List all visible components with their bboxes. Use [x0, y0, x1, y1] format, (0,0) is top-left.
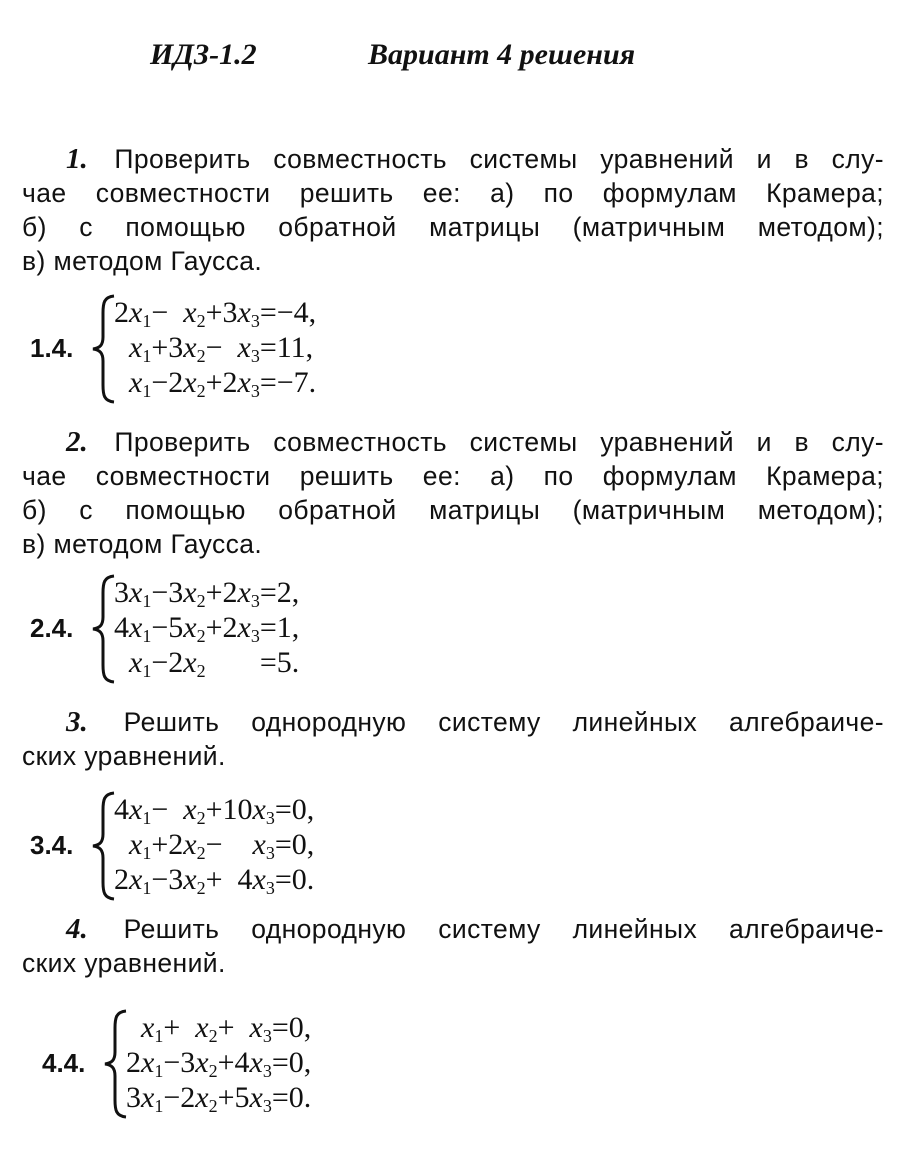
- term-x2: $3x_2$: [168, 576, 206, 611]
- equation-table: [114, 792, 314, 897]
- term-x3: $10x_3$: [222, 793, 275, 828]
- equation-row: [126, 1080, 311, 1115]
- equals-sign: =: [259, 646, 277, 679]
- operator: [206, 645, 223, 680]
- operator: +: [217, 1011, 235, 1044]
- operator: +: [151, 828, 169, 861]
- equals-sign: =: [259, 331, 277, 364]
- term-x2: $x_2$: [183, 793, 206, 828]
- equation-table: [114, 295, 316, 400]
- equation-row: [114, 295, 316, 330]
- operator: −: [163, 1081, 181, 1114]
- system-label: 3.4.: [30, 830, 74, 860]
- equals-sign: =: [259, 366, 277, 399]
- term-x1: $x_1$: [141, 1011, 164, 1046]
- operator: −: [151, 576, 169, 609]
- term-x1: $x_1$: [129, 366, 152, 401]
- equals-sign: =: [259, 576, 277, 609]
- term-x1: $x_1$: [129, 331, 152, 366]
- equation-row: [114, 862, 314, 897]
- equals-sign: =: [259, 611, 277, 644]
- equation-row: [126, 1010, 311, 1045]
- term-x1: $3x_1$: [126, 1081, 164, 1116]
- page-header: [150, 38, 635, 72]
- equation-row: [114, 365, 316, 400]
- right-hand-side: 5.: [276, 646, 300, 679]
- right-hand-side: 0,: [288, 1011, 312, 1044]
- operator: −: [151, 611, 169, 644]
- task-number: 3.: [66, 706, 88, 738]
- operator: +: [217, 1046, 235, 1079]
- right-hand-side: 0.: [291, 863, 315, 896]
- term-x3: $4x_3$: [234, 1046, 272, 1081]
- task-4: [22, 912, 884, 980]
- term-x3: $2x_3$: [222, 576, 260, 611]
- equals-sign: =: [274, 863, 292, 896]
- term-x1: $2x_1$: [114, 296, 152, 331]
- right-hand-side: 0.: [288, 1081, 312, 1114]
- equation-row: [114, 645, 299, 680]
- term-x3: $x_3$: [237, 331, 260, 366]
- term-x2: $2x_2$: [168, 828, 206, 863]
- term-x1: $4x_1$: [114, 793, 152, 828]
- term-x3: $2x_3$: [222, 611, 260, 646]
- task-3: [22, 705, 884, 773]
- task-line: чае совместности решить ее: а) по формулам Крамера;: [22, 461, 884, 491]
- task-line: 4. Решить однородную систему линейных алгебраиче-: [66, 913, 884, 945]
- term-x1: $3x_1$: [114, 576, 152, 611]
- operator: +: [205, 366, 223, 399]
- term-x1: $x_1$: [129, 646, 152, 681]
- task-line: ских уравнений.: [22, 948, 226, 978]
- task-number: 4.: [66, 913, 88, 945]
- term-x1: $x_1$: [129, 828, 152, 863]
- term-x1: $2x_1$: [126, 1046, 164, 1081]
- term-x3: [223, 645, 260, 680]
- equation-row: [114, 610, 299, 645]
- variant-title: Вариант 4 решения: [368, 38, 636, 71]
- right-hand-side: 0,: [291, 793, 315, 826]
- right-hand-side: 0,: [291, 828, 315, 861]
- equals-sign: =: [271, 1046, 289, 1079]
- operator: −: [151, 793, 169, 826]
- right-hand-side: −4,: [276, 296, 317, 329]
- term-x3: $5x_3$: [234, 1081, 272, 1116]
- operator: +: [205, 296, 223, 329]
- term-x3: $x_3$: [252, 828, 275, 863]
- right-hand-side: 2,: [276, 576, 300, 609]
- operator: −: [205, 828, 223, 861]
- term-x1: $2x_1$: [114, 863, 152, 898]
- system-label: 2.4.: [30, 613, 74, 643]
- right-hand-side: 1,: [276, 611, 300, 644]
- operator: +: [205, 611, 223, 644]
- term-x2: $2x_2$: [168, 646, 206, 681]
- task-line: 3. Решить однородную систему линейных алгебраиче-: [66, 706, 884, 738]
- equation-row: [114, 330, 316, 365]
- equals-sign: =: [274, 828, 292, 861]
- equals-sign: =: [271, 1081, 289, 1114]
- equation-row: [126, 1045, 311, 1080]
- term-x2: $5x_2$: [168, 611, 206, 646]
- task-line: 2. Проверить совместность системы уравнений и в слу-: [66, 426, 885, 458]
- operator: −: [151, 366, 169, 399]
- term-x2: $3x_2$: [168, 331, 206, 366]
- term-x2: $3x_2$: [168, 863, 206, 898]
- term-x3: $2x_3$: [222, 366, 260, 401]
- operator: −: [151, 296, 169, 329]
- task-line: в) методом Гаусса.: [22, 529, 263, 559]
- operator: +: [163, 1011, 181, 1044]
- operator: −: [163, 1046, 181, 1079]
- task-line: 1. Проверить совместность системы уравнений и в слу-: [66, 143, 885, 175]
- equation-row: [114, 827, 314, 862]
- equation-row: [114, 575, 299, 610]
- equals-sign: =: [259, 296, 277, 329]
- operator: −: [205, 331, 223, 364]
- term-x3: $4x_3$: [237, 863, 275, 898]
- task-line: чае совместности решить ее: а) по формулам Крамера;: [22, 178, 884, 208]
- equals-sign: =: [274, 793, 292, 826]
- operator: +: [205, 863, 223, 896]
- task-number: 1.: [66, 143, 88, 175]
- equation-row: [114, 792, 314, 827]
- term-x3: $x_3$: [249, 1011, 272, 1046]
- term-x2: $2x_2$: [180, 1081, 218, 1116]
- operator: −: [151, 646, 169, 679]
- task-line: б) с помощью обратной матрицы (матричным методом);: [22, 495, 884, 525]
- term-x2: $x_2$: [195, 1011, 218, 1046]
- right-hand-side: 0,: [288, 1046, 312, 1079]
- assignment-code: ИДЗ-1.2: [150, 38, 257, 71]
- operator: +: [151, 331, 169, 364]
- equation-table: [126, 1010, 311, 1115]
- right-hand-side: 11,: [276, 331, 314, 364]
- right-hand-side: −7.: [276, 366, 317, 399]
- task-line: б) с помощью обратной матрицы (матричным методом);: [22, 212, 884, 242]
- task-line: в) методом Гаусса.: [22, 246, 263, 276]
- operator: −: [151, 863, 169, 896]
- operator: +: [205, 793, 223, 826]
- operator: +: [205, 576, 223, 609]
- task-line: ских уравнений.: [22, 741, 226, 771]
- term-x2: $x_2$: [183, 296, 206, 331]
- task-2: [22, 425, 884, 561]
- task-1: [22, 142, 884, 278]
- task-number: 2.: [66, 426, 88, 458]
- term-x2: $2x_2$: [168, 366, 206, 401]
- term-x1: $4x_1$: [114, 611, 152, 646]
- system-label: 4.4.: [42, 1048, 86, 1078]
- term-x2: $3x_2$: [180, 1046, 218, 1081]
- operator: +: [217, 1081, 235, 1114]
- equation-table: [114, 575, 299, 680]
- system-label: 1.4.: [30, 333, 74, 363]
- equals-sign: =: [271, 1011, 289, 1044]
- term-x3: $3x_3$: [222, 296, 260, 331]
